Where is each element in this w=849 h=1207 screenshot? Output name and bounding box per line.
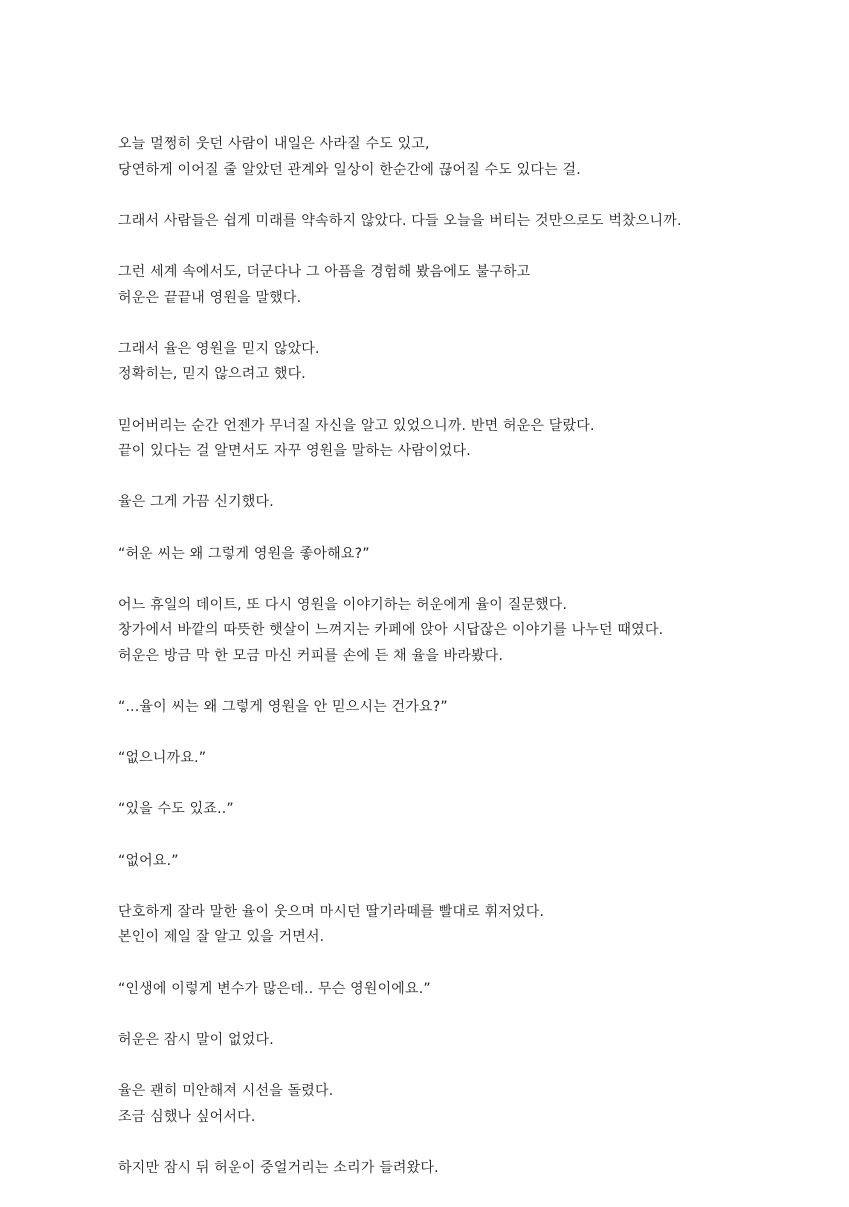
paragraph <box>118 490 818 516</box>
text-line: 율은 괜히 미안해져 시선을 돌렸다. <box>118 1082 334 1099</box>
text-line: 어느 휴일의 데이트, 또 다시 영원을 이야기하는 허운에게 율이 질문했다. <box>118 596 568 613</box>
text-line: 그래서 율은 영원을 믿지 않았다. <box>118 340 320 357</box>
paragraph <box>118 337 818 388</box>
story-text <box>118 132 818 1207</box>
text-line: 오늘 멀쩡히 웃던 사람이 내일은 사라질 수도 있고, <box>118 136 430 152</box>
text-line: 끝이 있다는 걸 알면서도 자꾸 영원을 말하는 사람이었다. <box>118 443 471 460</box>
text-line: “없으니까요.” <box>118 750 207 767</box>
dialogue-paragraph <box>118 797 818 823</box>
text-line: 율은 그게 가끔 신기했다. <box>118 494 274 511</box>
text-line: “허운 씨는 왜 그렇게 영원을 좋아해요?” <box>118 545 370 562</box>
paragraph <box>118 593 818 670</box>
text-line: 허운은 방금 막 한 모금 마신 커피를 손에 든 채 율을 바라봤다. <box>118 647 504 664</box>
text-line: 그런 세계 속에서도, 더군다나 그 아픔을 경험해 봤음에도 불구하고 <box>118 263 531 280</box>
text-line: 허운은 잠시 말이 없었다. <box>118 1031 274 1048</box>
paragraph <box>118 414 818 465</box>
text-line: 본인이 제일 잘 알고 있을 거면서. <box>118 929 325 946</box>
paragraph <box>118 1028 818 1054</box>
paragraph <box>118 209 818 235</box>
dialogue-paragraph <box>118 695 818 721</box>
text-line: 단호하게 잘라 말한 율이 웃으며 마시던 딸기라떼를 빨대로 휘저었다. <box>118 903 545 920</box>
text-line: 조금 심했나 싶어서다. <box>118 1108 256 1125</box>
paragraph <box>118 1079 818 1130</box>
text-line: 창가에서 바깥의 따뜻한 햇살이 느껴지는 카페에 앉아 시답잖은 이야기를 나누던 때였다. <box>118 622 664 639</box>
text-line: 하지만 잠시 뒤 허운이 중얼거리는 소리가 들려왔다. <box>118 1159 439 1176</box>
dialogue-paragraph <box>118 746 818 772</box>
dialogue-paragraph <box>118 542 818 568</box>
text-line: “없어요.” <box>118 852 179 869</box>
paragraph <box>118 1156 818 1182</box>
text-line: “있을 수도 있죠..” <box>118 801 234 818</box>
text-line: 그래서 사람들은 쉽게 미래를 약속하지 않았다. 다들 오늘을 버티는 것만으로도 벅찼으니까. <box>118 212 682 229</box>
dialogue-paragraph <box>118 977 818 1003</box>
text-line: “인생에 이렇게 변수가 많은데.. 무슨 영원이에요.” <box>118 980 431 997</box>
dialogue-paragraph <box>118 849 818 875</box>
text-line: 당연하게 이어질 줄 알았던 관계와 일상이 한순간에 끊어질 수도 있다는 걸. <box>118 161 581 178</box>
paragraph <box>118 900 818 951</box>
paragraph <box>118 260 818 311</box>
text-line: 믿어버리는 순간 언젠가 무너질 자신을 알고 있었으니까. 반면 허운은 달랐다. <box>118 417 595 434</box>
text-line: “...율이 씨는 왜 그렇게 영원을 안 믿으시는 건가요?” <box>118 699 448 716</box>
paragraph <box>118 132 818 183</box>
text-line: 정확히는, 믿지 않으려고 했다. <box>118 366 306 383</box>
text-line: 허운은 끝끝내 영원을 말했다. <box>118 289 302 306</box>
